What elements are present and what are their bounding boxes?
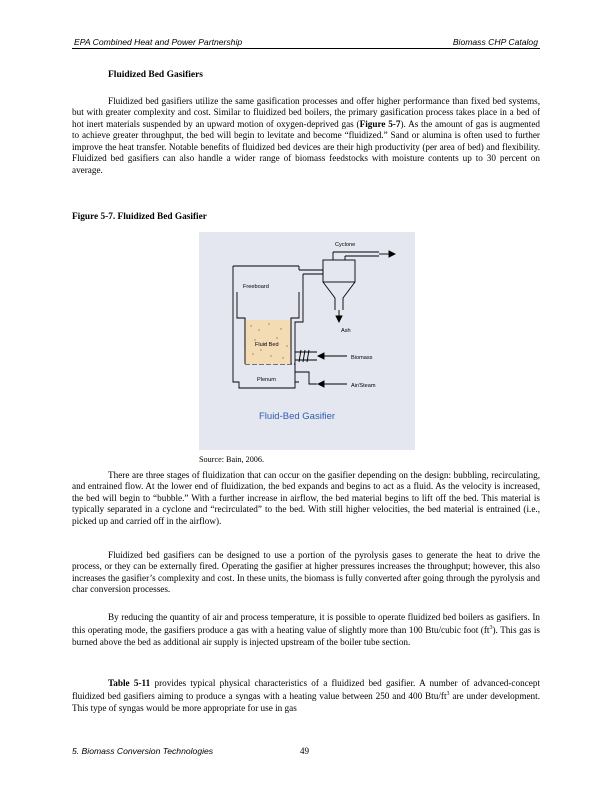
figure-reference: Figure 5-7 [359, 118, 401, 129]
figure-source: Source: Bain, 2006. [199, 455, 265, 464]
paragraph-2: There are three stages of fluidization that can occur on the gasifier depending on the design: bubbling, recirculating, and entrained flow. At the lower end of fluidization, the bed expands and begins to act as a fluid. As the velocity is increased, the bed will begin to “bubble.” With a further increase in airflow, the bed material begins to lift off the bed. This material is typically separated in a cyclone and “recirculated” to the bed. With still higher velocities, the bed material is entrained (i.e., picked up and carried off in the airflow). [72, 470, 540, 526]
cyclone-body [323, 260, 355, 282]
air-steam-arrow [318, 381, 324, 387]
label-fluid-bed: Fluid Bed [255, 342, 279, 348]
paragraph-3: Fluidized bed gasifiers can be designed to use a portion of the pyrolysis gases to generate the heat to drive the process, or they can be externally fired. Operating the gasifier at higher pressures increases the throughput; however, this also increases the gasifier’s complexity and cost. In these units, the biomass is fully converted after going through the pyrolysis and char conversion processes. [72, 550, 540, 595]
cyclone-outlet-arrow [389, 251, 395, 257]
page-header [72, 37, 540, 49]
label-freeboard: Freeboard [243, 284, 269, 290]
header-left: EPA Combined Heat and Power Partnership [74, 37, 243, 47]
label-air-steam: Air/Steam [351, 383, 376, 389]
paragraph-5: Table 5-11 provides typical physical characteristics of a fluidized bed gasifier. A number of advanced-concept fluidized bed gasifiers aiming to produce a syngas with a heating value between 250 and 400 Btu/$ft^3$ are under development. This type of syngas would be more appropriate for use in gas [72, 678, 540, 713]
label-plenum: Plenum [257, 377, 276, 383]
table-reference: Table 5-11 [108, 678, 151, 688]
diagram-svg [199, 232, 415, 450]
paragraph-1: Fluidized bed gasifiers utilize the same gasification processes and offer higher performance than fixed bed systems, but with greater complexity and cost. Similar to fluidized bed boilers, the primary gasification process takes place in a bed of hot inert materials suspended by an upward motion of oxygen-deprived gas (Figure 5-7). As the amount of gas is augmented to achieve greater throughput, the bed will begin to levitate and become “fluidized.” Sand or alumina is often used to further improve the heat transfer. Notable benefits of fluidized bed devices are their high productivity (per area of bed) and flexibility. Fluidized bed gasifiers can also handle a wider range of biomass feedstocks with moisture contents up to 30 percent on average. [72, 96, 540, 175]
section-heading: Fluidized Bed Gasifiers [108, 70, 203, 80]
label-ash: Ash [341, 328, 351, 334]
paragraph-4: By reducing the quantity of air and process temperature, it is possible to operate fluidized bed boilers as gasifiers. In this operating mode, the gasifiers produce a gas with a heating value of slightly more than 100 Btu/cubic foot $(ft^3)$. This gas is burned above the bed as additional air supply is injected upstream of the boiler tube section. [72, 612, 540, 647]
figure-caption: Figure 5-7. Fluidized Bed Gasifier [72, 212, 207, 222]
biomass-feed [295, 350, 317, 362]
cyclone-cone [323, 282, 335, 310]
page-number: 49 [300, 746, 309, 756]
biomass-arrow [318, 353, 324, 359]
header-right: Biomass CHP Catalog [452, 37, 538, 47]
fluid-bed-gasifier-diagram [199, 232, 415, 450]
footer-chapter: 5. Biomass Conversion Technologies [72, 746, 214, 756]
label-biomass: Biomass [351, 355, 373, 361]
diagram-title: Fluid-Bed Gasifier [259, 411, 336, 422]
label-cyclone: Cyclone [335, 242, 356, 248]
ash-arrow [336, 316, 342, 322]
